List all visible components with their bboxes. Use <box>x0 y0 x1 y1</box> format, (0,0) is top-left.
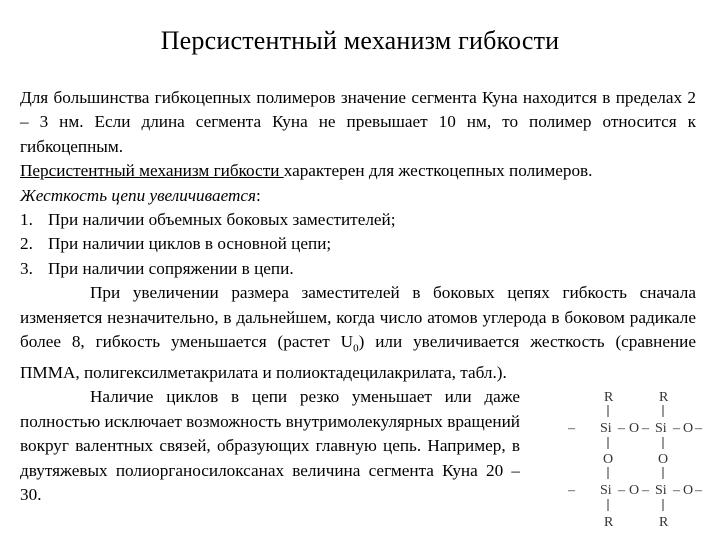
list-item <box>20 208 696 232</box>
formula-dash: – <box>673 421 680 436</box>
formula-r-bottom-right: R <box>659 515 669 530</box>
formula-svg <box>566 385 716 535</box>
formula-si: Si <box>600 421 612 436</box>
formula-r-top-left: R <box>604 390 614 405</box>
ladder-polysiloxane-formula <box>566 385 716 535</box>
formula-o-bridge-right: O <box>658 452 669 467</box>
underlined-term: Персистентный механизм гибкости <box>20 161 284 181</box>
formula-o-bridge-left: O <box>603 452 614 467</box>
paragraph-cycles: Наличие циклов в цепи резко уменьшает или даже полностью исключает возможность внутримолекулярных вращений вокруг валентных связей, образующих главную цепь. Например, в двутяжевых полиорганосилоксанах величина сегмента Куна 20 – 30. <box>20 387 520 504</box>
list-text: При наличии циклов в основной цепи; <box>48 234 332 254</box>
paragraph-side-chains <box>20 281 696 385</box>
paragraph-kuhn-segment: Для большинства гибкоцепных полимеров значение сегмента Куна находится в пределах 2 – 3 нм. Если длина сегмента Куна не превышает 10 нм, то полимер относится к гибкоцепным. <box>20 88 696 156</box>
list-text: При наличии сопряжении в цепи. <box>48 258 294 278</box>
rigidity-heading-colon: : <box>256 185 261 205</box>
formula-dash: – <box>568 421 575 436</box>
formula-r-top-right: R <box>659 390 669 405</box>
formula-o: O <box>629 421 640 436</box>
list-number: 3. <box>20 258 33 278</box>
list-item <box>20 232 696 256</box>
formula-dash: – <box>695 483 702 498</box>
formula-dash: – <box>695 421 702 436</box>
italic-term: Жесткость цепи увеличивается <box>20 185 256 205</box>
formula-r-bottom-left: R <box>604 515 614 530</box>
paragraph-persistent-rest: характерен для жесткоцепных полимеров. <box>283 161 593 181</box>
side-chains-text-end: ) или увеличивается жесткость (сравнение ПММА, полигексилметакрилата и полиоктадецилакрилата, табл.). <box>20 332 696 382</box>
list-number: 1. <box>20 210 33 230</box>
formula-dash: – <box>618 421 625 436</box>
formula-dash: – <box>642 421 649 436</box>
formula-o: O <box>683 421 694 436</box>
list-item <box>20 257 696 281</box>
formula-dash: – <box>673 483 680 498</box>
paragraph-persistent-mechanism <box>20 159 696 183</box>
formula-dash: – <box>642 483 649 498</box>
list-number: 2. <box>20 234 33 254</box>
formula-o: O <box>629 483 640 498</box>
formula-o: O <box>683 483 694 498</box>
side-chains-text: При увеличении размера заместителей в боковых цепях гибкость сначала изменяется незначительно, в дальнейшем, когда число атомов углерода в боковом радикале более 8, гибкость уменьшается (растет U <box>20 283 696 352</box>
formula-si: Si <box>655 421 667 436</box>
slide-title: Персистентный механизм гибкости <box>160 26 560 55</box>
formula-si: Si <box>655 483 667 498</box>
formula-si: Si <box>600 483 612 498</box>
subscript-zero: 0 <box>353 342 359 355</box>
list-text: При наличии объемных боковых заместителей; <box>48 210 396 230</box>
paragraph-rigidity-heading <box>20 184 696 208</box>
formula-dash: – <box>568 483 575 498</box>
formula-dash: – <box>618 483 625 498</box>
